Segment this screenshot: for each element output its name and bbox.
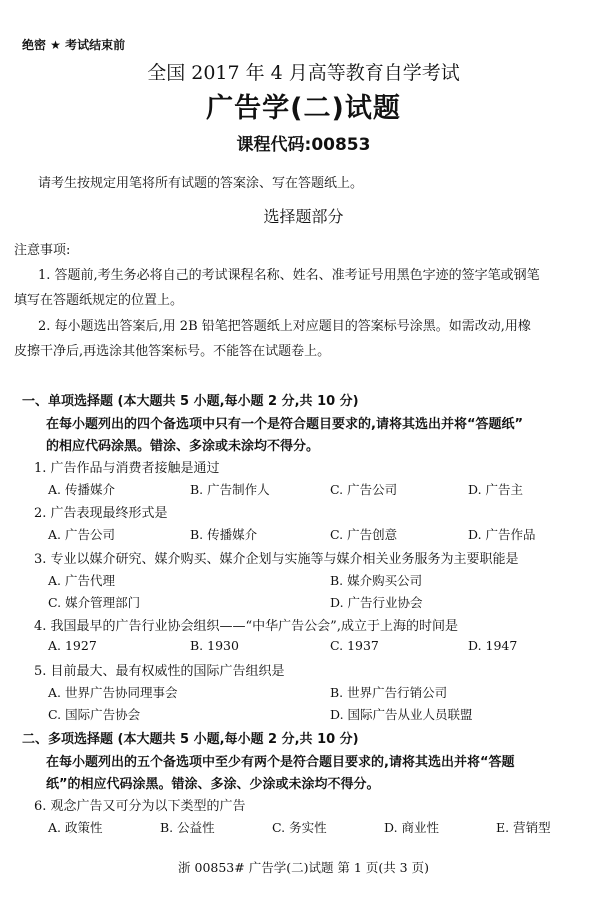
question-1-option-c: C. 广告公司 <box>330 482 398 497</box>
question-3-option-b: B. 媒介购买公司 <box>330 573 423 588</box>
course-code: 课程代码:00853 <box>236 135 371 155</box>
question-4-option-a: A. 1927 <box>48 638 97 653</box>
exam-title: 全国 2017 年 4 月高等教育自学考试 <box>147 62 460 84</box>
question-5-option-d: D. 国际广告从业人员联盟 <box>330 707 473 722</box>
intro-text: 请考生按规定用笔将所有试题的答案涂、写在答题纸上。 <box>38 176 364 191</box>
question-1-option-b: B. 广告制作人 <box>190 482 270 497</box>
question-6-option-a: A. 政策性 <box>48 820 103 835</box>
question-6-stem: 6. 观念广告又可分为以下类型的广告 <box>34 799 246 814</box>
question-5-stem: 5. 目前最大、最有权威性的国际广告组织是 <box>34 664 285 679</box>
part-2-instruction-line-2: 纸”的相应代码涂黑。错涂、多涂、少涂或未涂均不得分。 <box>46 777 380 792</box>
question-4-option-b: B. 1930 <box>190 638 239 653</box>
part-2-heading: 二、多项选择题 (本大题共 5 小题,每小题 2 分,共 10 分) <box>22 732 359 747</box>
question-3-option-d: D. 广告行业协会 <box>330 595 423 610</box>
notice-item-1-line-2: 填写在答题纸规定的位置上。 <box>14 293 184 308</box>
secrecy-mark: 绝密 ★ 考试结束前 <box>22 38 126 52</box>
question-6-option-d: D. 商业性 <box>384 820 440 835</box>
question-5-option-c: C. 国际广告协会 <box>48 707 141 722</box>
question-6-option-e: E. 营销型 <box>496 820 551 835</box>
notice-item-1-line-1: 1. 答题前,考生务必将自己的考试课程名称、姓名、准考证号用黑色字迹的签字笔或钢笔 <box>38 268 540 283</box>
part-1-instruction-line-2: 的相应代码涂黑。错涂、多涂或未涂均不得分。 <box>46 439 320 454</box>
question-5-option-b: B. 世界广告行销公司 <box>330 685 448 700</box>
notice-item-2-line-2: 皮擦干净后,再选涂其他答案标号。不能答在试题卷上。 <box>14 344 331 359</box>
question-1-stem: 1. 广告作品与消费者接触是通过 <box>34 461 220 476</box>
section-title: 选择题部分 <box>263 207 344 226</box>
question-4-stem: 4. 我国最早的广告行业协会组织——“中华广告公会”,成立于上海的时间是 <box>34 619 458 634</box>
question-6-option-c: C. 务实性 <box>272 820 327 835</box>
paper-title: 广告学(二)试题 <box>206 93 401 124</box>
notice-title: 注意事项: <box>14 243 71 258</box>
question-2-option-c: C. 广告创意 <box>330 527 398 542</box>
question-3-option-c: C. 媒介管理部门 <box>48 595 141 610</box>
notice-item-2-line-1: 2. 每小题选出答案后,用 2B 铅笔把答题纸上对应题目的答案标号涂黑。如需改动,用橡 <box>38 319 531 334</box>
question-5-option-a: A. 世界广告协同理事会 <box>48 685 178 700</box>
question-4-option-c: C. 1937 <box>330 638 379 653</box>
question-1-option-a: A. 传播媒介 <box>48 482 115 497</box>
part-2-instruction-line-1: 在每小题列出的五个备选项中至少有两个是符合题目要求的,请将其选出并将“答题 <box>46 755 515 770</box>
question-2-option-a: A. 广告公司 <box>48 527 115 542</box>
question-3-stem: 3. 专业以媒介研究、媒介购买、媒介企划与实施等与媒介相关业务服务为主要职能是 <box>34 552 519 567</box>
question-2-stem: 2. 广告表现最终形式是 <box>34 506 168 521</box>
question-1-option-d: D. 广告主 <box>468 482 524 497</box>
question-2-option-b: B. 传播媒介 <box>190 527 258 542</box>
part-1-heading: 一、单项选择题 (本大题共 5 小题,每小题 2 分,共 10 分) <box>22 394 359 409</box>
part-1-instruction-line-1: 在每小题列出的四个备选项中只有一个是符合题目要求的,请将其选出并将“答题纸” <box>46 417 524 432</box>
question-4-option-d: D. 1947 <box>468 638 518 653</box>
question-2-option-d: D. 广告作品 <box>468 527 536 542</box>
question-6-option-b: B. 公益性 <box>160 820 215 835</box>
page-footer: 浙 00853# 广告学(二)试题 第 1 页(共 3 页) <box>178 860 429 875</box>
question-3-option-a: A. 广告代理 <box>48 573 115 588</box>
